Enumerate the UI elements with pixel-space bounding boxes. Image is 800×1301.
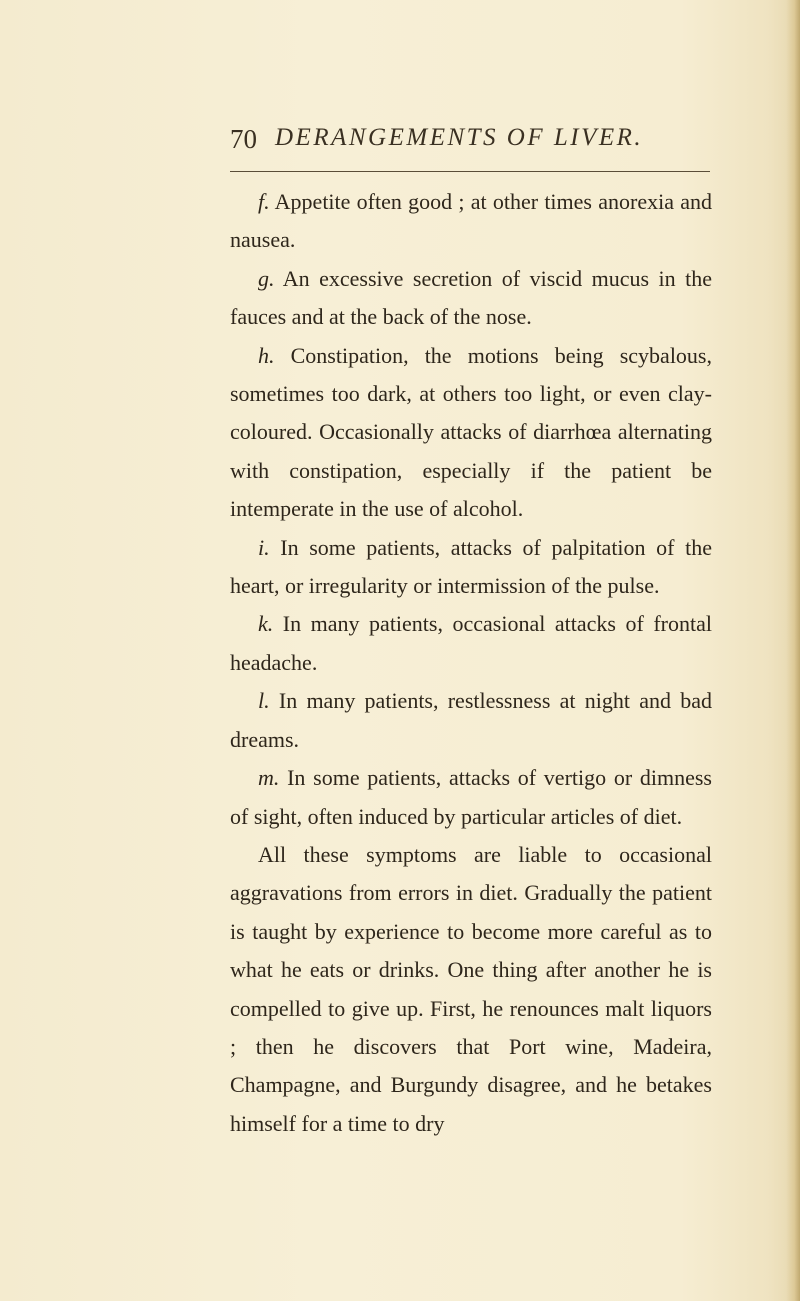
paragraph-text: Constipation, the motions being scybalous, sometimes too dark, at others too light, or even clay-coloured. Occasionally attacks of diarrhœa alternating with constipation, especially if the patient be intemperate in the use of alcohol. — [230, 342, 712, 522]
paragraph-text: In some patients, attacks of palpitation of the heart, or irregularity or intermission of the pulse. — [230, 534, 712, 599]
paragraph-text: In some patients, attacks of vertigo or dimness of sight, often induced by particular articles of diet. — [230, 765, 712, 829]
page-number: 70 — [230, 124, 257, 154]
header-rule — [230, 171, 710, 172]
paragraph-k — [230, 605, 712, 682]
running-head — [230, 124, 710, 174]
paragraph-text: Appetite often good ; at other times anorexia and nausea. — [230, 189, 712, 253]
paragraph-text: An excessive secretion of viscid mucus in the fauces and at the back of the nose. — [230, 265, 712, 330]
paragraph-g — [230, 260, 712, 337]
paragraph-text: In many patients, occasional attacks of frontal headache. — [230, 611, 712, 675]
paragraph-text: All these symptoms are liable to occasional aggravations from errors in diet. Gradually the patient is taught by experience to become more careful as to what he eats or drinks. One thing after another he is compelled to give up. First, he renounces malt liquors ; then he discovers that Port wine, Madeira, Champagne, and Burgundy disagree, and he betakes himself for a time to dry — [230, 841, 712, 1136]
item-marker: m. — [258, 765, 280, 791]
item-marker: l. — [258, 688, 270, 714]
running-title: DERANGEMENTS OF LIVER. — [275, 124, 644, 151]
item-marker: g. — [258, 265, 275, 291]
paragraph-i — [230, 529, 712, 606]
paragraph-f — [230, 183, 712, 260]
item-marker: f. — [258, 189, 270, 214]
paragraph-m — [230, 759, 712, 836]
body-text — [230, 183, 712, 1143]
item-marker: k. — [258, 611, 274, 637]
paragraph-l — [230, 682, 712, 759]
item-marker: h. — [258, 342, 275, 368]
paragraph-h — [230, 337, 712, 529]
paragraph-summary — [230, 836, 712, 1143]
item-marker: i. — [258, 534, 270, 560]
page-edge-shadow — [786, 0, 800, 1301]
paragraph-text: In many patients, restlessness at night and bad dreams. — [230, 688, 712, 752]
